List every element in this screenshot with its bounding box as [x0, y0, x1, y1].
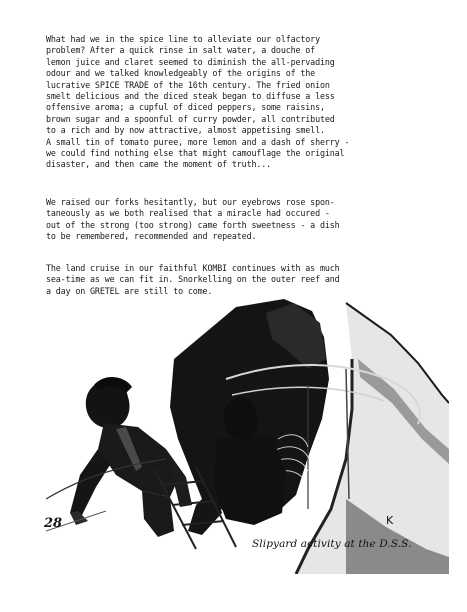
slipyard-photo: [46, 299, 449, 574]
text-line: A small tin of tomato puree, more lemon and a dash of sherry -: [46, 136, 350, 147]
text-line: problem? After a quick rinse in salt water, a douche of: [46, 45, 316, 56]
paragraph-land-cruise: [46, 263, 441, 297]
photo-caption: Slipyard activity at the D.S.S.: [252, 538, 412, 550]
text-line: we could find nothing else that might camouflage the original: [46, 148, 345, 159]
text-line: out of the strong (too strong) came forth sweetness - a dish: [46, 219, 340, 230]
text-line: offensive aroma; a cupful of diced peppers, some raisins,: [46, 102, 325, 113]
text-line: What had we in the spice line to alleviate our olfactory: [46, 34, 320, 44]
text-line: taneously as we both realised that a miracle had occured -: [46, 208, 330, 219]
paragraph-spice: [46, 34, 441, 171]
page-number: 28: [44, 516, 63, 531]
hull-marking: K: [386, 514, 394, 527]
text-line: smelt delicious and the diced steak began to diffuse a less: [46, 91, 335, 102]
text-line: to be remembered, recommended and repeated.: [46, 231, 257, 242]
text-line: brown sugar and a spoonful of curry powder, all contributed: [46, 113, 335, 124]
text-line: lucrative SPICE TRADE of the 16th century. The fried onion: [46, 79, 330, 90]
text-line: odour and we talked knowledgeably of the origins of the: [46, 68, 316, 79]
text-line: sea-time as we can fit in. Snorkelling on the outer reef and: [46, 274, 340, 285]
text-line: lemon juice and claret seemed to diminish the all-pervading: [46, 56, 335, 67]
text-line: We raised our forks hesitantly, but our eyebrows rose spon-: [46, 197, 335, 207]
text-line: a day on GRETEL are still to come.: [46, 285, 213, 296]
text-line: to a rich and by now attractive, almost appetising smell.: [46, 125, 325, 136]
text-line: The land cruise in our faithful KOMBI continues with as much: [46, 263, 340, 273]
text-line: disaster, and then came the moment of truth...: [46, 159, 272, 170]
paragraph-forks: [46, 197, 441, 243]
